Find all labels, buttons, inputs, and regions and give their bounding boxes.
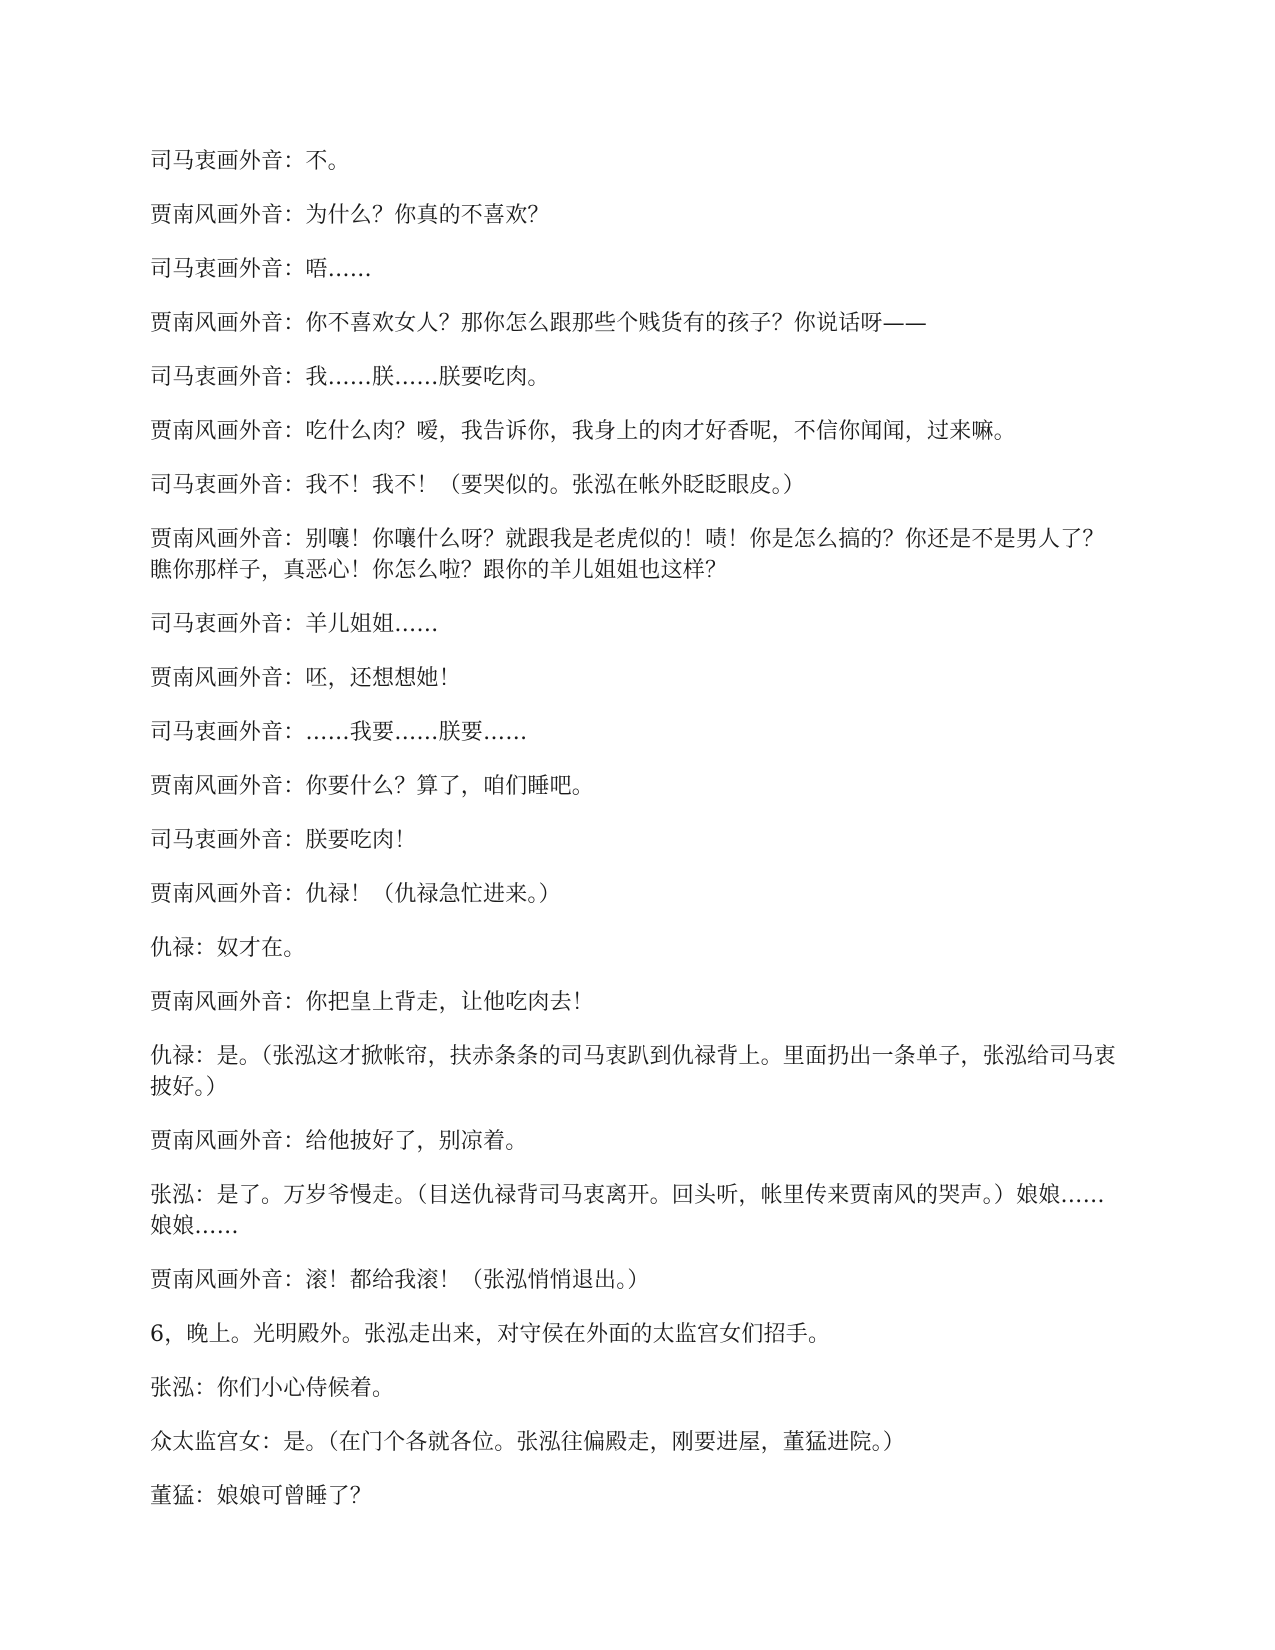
dialogue-line: 董猛：娘娘可曾睡了？ <box>150 1484 373 1509</box>
dialogue-line: 贾南风画外音：给他披好了，别凉着。 <box>150 1129 528 1154</box>
dialogue-line: 贾南风画外音：别嚷！你嚷什么呀？就跟我是老虎似的！啧！你是怎么搞的？你还是不是男人了？瞧你那样子，真恶心！你怎么啦？跟你的羊儿姐姐也这样？ <box>150 527 1105 583</box>
dialogue-line: 贾南风画外音：仇禄！（仇禄急忙进来。） <box>150 882 561 907</box>
dialogue-line: 仇禄：奴才在。 <box>150 936 306 961</box>
dialogue-line: 众太监宫女：是。（在门个各就各位。张泓往偏殿走，刚要进屋，董猛进院。） <box>150 1430 906 1455</box>
dialogue-line: 司马衷画外音：羊儿姐姐…… <box>150 612 439 637</box>
dialogue-line: 贾南风画外音：滚！都给我滚！（张泓悄悄退出。） <box>150 1268 650 1293</box>
dialogue-line: 司马衷画外音：唔…… <box>150 257 373 282</box>
scene-heading: 6，晚上。光明殿外。张泓走出来，对守侯在外面的太监宫女们招手。 <box>150 1322 831 1347</box>
script-text <box>150 146 1125 1535</box>
dialogue-line: 贾南风画外音：吃什么肉？嗳，我告诉你，我身上的肉才好香呢，不信你闻闻，过来嘛。 <box>150 419 1016 444</box>
dialogue-line: 张泓：是了。万岁爷慢走。（目送仇禄背司马衷离开。回头听，帐里传来贾南风的哭声。）娘娘……娘娘…… <box>150 1183 1105 1239</box>
dialogue-line: 司马衷画外音：朕要吃肉！ <box>150 828 417 853</box>
dialogue-line: 司马衷画外音：不。 <box>150 149 350 174</box>
dialogue-line: 贾南风画外音：你把皇上背走，让他吃肉去！ <box>150 990 595 1015</box>
dialogue-line: 贾南风画外音：你不喜欢女人？那你怎么跟那些个贱货有的孩子？你说话呀—— <box>150 311 928 336</box>
dialogue-line: 司马衷画外音：我不！我不！（要哭似的。张泓在帐外眨眨眼皮。） <box>150 473 806 498</box>
dialogue-line: 贾南风画外音：呸，还想想她！ <box>150 666 461 691</box>
dialogue-line: 张泓：你们小心侍候着。 <box>150 1376 395 1401</box>
dialogue-line: 司马衷画外音：……我要……朕要…… <box>150 720 528 745</box>
dialogue-line: 贾南风画外音：为什么？你真的不喜欢？ <box>150 203 550 228</box>
dialogue-line: 仇禄：是。（张泓这才掀帐帘，扶赤条条的司马衷趴到仇禄背上。里面扔出一条单子，张泓给司马衷披好。） <box>150 1044 1116 1100</box>
dialogue-line: 贾南风画外音：你要什么？算了，咱们睡吧。 <box>150 774 595 799</box>
dialogue-line: 司马衷画外音：我……朕……朕要吃肉。 <box>150 365 550 390</box>
